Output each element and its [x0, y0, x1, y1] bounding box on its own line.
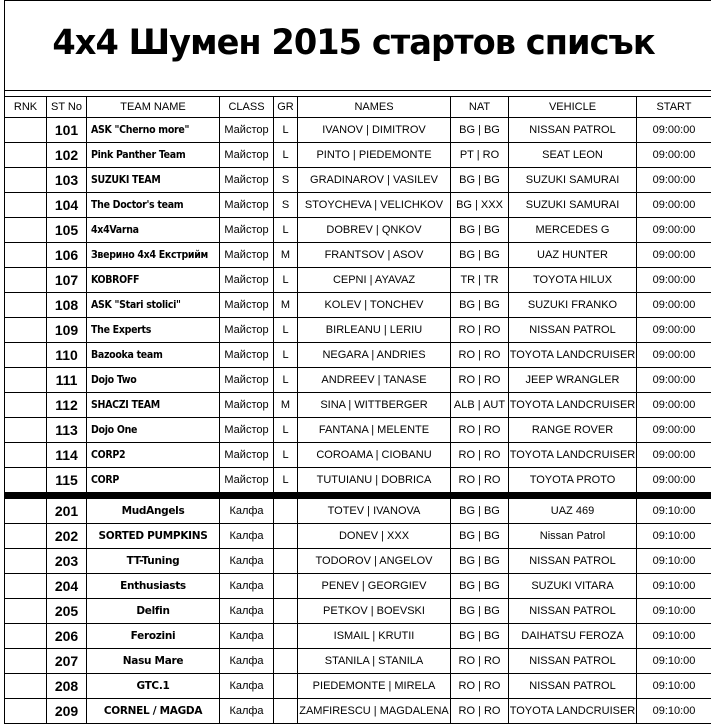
class-cell: Майстор [220, 293, 274, 318]
vehicle-cell: UAZ HUNTER [509, 243, 637, 268]
vehicle-cell: TOYOTA HILUX [509, 268, 637, 293]
start-time-cell: 09:10:00 [637, 549, 711, 574]
class-cell: Майстор [220, 343, 274, 368]
vehicle-cell: TOYOTA PROTO [509, 468, 637, 493]
team-name-cell: Pink Panther Team [87, 143, 220, 168]
rank-cell [5, 318, 47, 343]
class-cell: Майстор [220, 143, 274, 168]
class-cell: Калфа [220, 674, 274, 699]
table-row [5, 524, 711, 549]
vehicle-cell: DAIHATSU FEROZA [509, 624, 637, 649]
table-row [5, 393, 711, 418]
team-name-cell: CORP [87, 468, 220, 493]
team-name-cell: Dojo Two [87, 368, 220, 393]
rank-cell [5, 443, 47, 468]
nationality-cell: RO | RO [451, 368, 509, 393]
nationality-cell: RO | RO [451, 699, 509, 724]
table-row [5, 599, 711, 624]
rank-cell [5, 168, 47, 193]
names-cell: FANTANA | MELENTE [298, 418, 451, 443]
rank-cell [5, 624, 47, 649]
nationality-cell: RO | RO [451, 649, 509, 674]
start-time-cell: 09:00:00 [637, 218, 711, 243]
vehicle-cell: NISSAN PATROL [509, 318, 637, 343]
start-time-cell: 09:00:00 [637, 343, 711, 368]
names-cell: STOYCHEVA | VELICHKOV [298, 193, 451, 218]
table-row [5, 368, 711, 393]
nationality-cell: PT | RO [451, 143, 509, 168]
team-name-cell: Nasu Mare [87, 649, 220, 674]
start-number-cell: 103 [47, 168, 87, 193]
table-row [5, 699, 711, 724]
start-time-cell: 09:00:00 [637, 418, 711, 443]
header-vehicle: VEHICLE [509, 97, 637, 118]
group-cell: L [274, 268, 298, 293]
team-name-cell: SORTED PUMPKINS [87, 524, 220, 549]
vehicle-cell: TOYOTA LANDCRUISER [509, 393, 637, 418]
group-cell [274, 524, 298, 549]
table-row [5, 574, 711, 599]
team-name-cell: KOBROFF [87, 268, 220, 293]
start-number-cell: 202 [47, 524, 87, 549]
names-cell: FRANTSOV | ASOV [298, 243, 451, 268]
team-name-cell: SUZUKI TEAM [87, 168, 220, 193]
names-cell: PETKOV | BOEVSKI [298, 599, 451, 624]
class-cell: Майстор [220, 243, 274, 268]
title-band [5, 1, 711, 91]
nationality-cell: BG | BG [451, 243, 509, 268]
rank-cell [5, 243, 47, 268]
vehicle-cell: TOYOTA LANDCRUISER [509, 699, 637, 724]
group-cell: L [274, 218, 298, 243]
rank-cell [5, 699, 47, 724]
team-name-cell: ASK "Cherno more" [87, 118, 220, 143]
header-class: CLASS [220, 97, 274, 118]
rank-cell [5, 193, 47, 218]
nationality-cell: BG | BG [451, 599, 509, 624]
header-names: NAMES [298, 97, 451, 118]
class-cell: Майстор [220, 268, 274, 293]
start-time-cell: 09:10:00 [637, 499, 711, 524]
class-cell: Калфа [220, 549, 274, 574]
nationality-cell: RO | RO [451, 418, 509, 443]
team-name-cell: 4x4Varna [87, 218, 220, 243]
class-cell: Майстор [220, 468, 274, 493]
rank-cell [5, 343, 47, 368]
team-name-cell: MudAngels [87, 499, 220, 524]
start-time-cell: 09:10:00 [637, 674, 711, 699]
team-name-cell: CORP2 [87, 443, 220, 468]
vehicle-cell: Nissan Patrol [509, 524, 637, 549]
names-cell: SINA | WITTBERGER [298, 393, 451, 418]
start-time-cell: 09:00:00 [637, 243, 711, 268]
vehicle-cell: NISSAN PATROL [509, 674, 637, 699]
start-number-cell: 114 [47, 443, 87, 468]
rank-cell [5, 499, 47, 524]
nationality-cell: BG | BG [451, 574, 509, 599]
group-cell: L [274, 468, 298, 493]
group-cell: L [274, 368, 298, 393]
start-number-cell: 105 [47, 218, 87, 243]
vehicle-cell: MERCEDES G [509, 218, 637, 243]
start-time-cell: 09:00:00 [637, 193, 711, 218]
table-row [5, 143, 711, 168]
start-number-cell: 112 [47, 393, 87, 418]
start-time-cell: 09:00:00 [637, 268, 711, 293]
names-cell: BIRLEANU | LERIU [298, 318, 451, 343]
start-time-cell: 09:00:00 [637, 143, 711, 168]
class-cell: Калфа [220, 649, 274, 674]
team-name-cell: Зверино 4х4 Екстрийм [87, 243, 220, 268]
names-cell: NEGARA | ANDRIES [298, 343, 451, 368]
table-row [5, 118, 711, 143]
start-number-cell: 205 [47, 599, 87, 624]
team-name-cell: Enthusiasts [87, 574, 220, 599]
nationality-cell: BG | BG [451, 624, 509, 649]
group-cell [274, 599, 298, 624]
nationality-cell: RO | RO [451, 468, 509, 493]
header-team-name: TEAM NAME [87, 97, 220, 118]
start-number-cell: 107 [47, 268, 87, 293]
nationality-cell: BG | XXX [451, 193, 509, 218]
rank-cell [5, 574, 47, 599]
group-cell [274, 674, 298, 699]
start-time-cell: 09:00:00 [637, 168, 711, 193]
start-number-cell: 101 [47, 118, 87, 143]
rank-cell [5, 268, 47, 293]
names-cell: STANILA | STANILA [298, 649, 451, 674]
start-number-cell: 108 [47, 293, 87, 318]
class-cell: Майстор [220, 168, 274, 193]
table-row [5, 443, 711, 468]
table-row [5, 624, 711, 649]
names-cell: PENEV | GEORGIEV [298, 574, 451, 599]
class-cell: Майстор [220, 193, 274, 218]
vehicle-cell: SUZUKI SAMURAI [509, 168, 637, 193]
group-cell [274, 574, 298, 599]
group-cell: L [274, 443, 298, 468]
start-number-cell: 104 [47, 193, 87, 218]
class-cell: Калфа [220, 624, 274, 649]
group-cell [274, 549, 298, 574]
group-cell: L [274, 343, 298, 368]
class-cell: Калфа [220, 699, 274, 724]
team-name-cell: CORNEL / MAGDA [87, 699, 220, 724]
vehicle-cell: SUZUKI FRANKO [509, 293, 637, 318]
header-gr: GR [274, 97, 298, 118]
header-start: START [637, 97, 711, 118]
header-nat: NAT [451, 97, 509, 118]
group-cell: L [274, 143, 298, 168]
nationality-cell: BG | BG [451, 118, 509, 143]
start-time-cell: 09:00:00 [637, 443, 711, 468]
team-name-cell: Ferozini [87, 624, 220, 649]
table-row [5, 499, 711, 524]
group-cell [274, 699, 298, 724]
vehicle-cell: SUZUKI SAMURAI [509, 193, 637, 218]
names-cell: COROAMA | CIOBANU [298, 443, 451, 468]
start-number-cell: 113 [47, 418, 87, 443]
start-time-cell: 09:10:00 [637, 624, 711, 649]
nationality-cell: BG | BG [451, 293, 509, 318]
team-name-cell: Dojo One [87, 418, 220, 443]
vehicle-cell: NISSAN PATROL [509, 118, 637, 143]
rank-cell [5, 599, 47, 624]
nationality-cell: BG | BG [451, 524, 509, 549]
table-row [5, 243, 711, 268]
vehicle-cell: TOYOTA LANDCRUISER [509, 443, 637, 468]
class-cell: Майстор [220, 418, 274, 443]
team-name-cell: The Doctor's team [87, 193, 220, 218]
start-number-cell: 208 [47, 674, 87, 699]
table-row [5, 318, 711, 343]
nationality-cell: BG | BG [451, 168, 509, 193]
team-name-cell: Delfin [87, 599, 220, 624]
start-number-cell: 204 [47, 574, 87, 599]
vehicle-cell: UAZ 469 [509, 499, 637, 524]
start-number-cell: 106 [47, 243, 87, 268]
table-row [5, 649, 711, 674]
table-row [5, 468, 711, 493]
class-cell: Майстор [220, 393, 274, 418]
vehicle-cell: NISSAN PATROL [509, 599, 637, 624]
vehicle-cell: JEEP WRANGLER [509, 368, 637, 393]
vehicle-cell: TOYOTA LANDCRUISER [509, 343, 637, 368]
names-cell: CEPNI | AYAVAZ [298, 268, 451, 293]
names-cell: TOTEV | IVANOVA [298, 499, 451, 524]
group-cell: S [274, 168, 298, 193]
team-name-cell: TT-Tuning [87, 549, 220, 574]
class-cell: Майстор [220, 218, 274, 243]
team-name-cell: ASK "Stari stolici" [87, 293, 220, 318]
start-number-cell: 110 [47, 343, 87, 368]
header-row [5, 97, 711, 118]
vehicle-cell: SUZUKI VITARA [509, 574, 637, 599]
group-cell: M [274, 293, 298, 318]
names-cell: ZAMFIRESCU | MAGDALENA [298, 699, 451, 724]
vehicle-cell: NISSAN PATROL [509, 549, 637, 574]
names-cell: GRADINAROV | VASILEV [298, 168, 451, 193]
names-cell: KOLEV | TONCHEV [298, 293, 451, 318]
start-time-cell: 09:00:00 [637, 393, 711, 418]
header-rnk: RNK [5, 97, 47, 118]
table-row [5, 268, 711, 293]
group-cell: L [274, 418, 298, 443]
rank-cell [5, 393, 47, 418]
names-cell: PINTO | PIEDEMONTE [298, 143, 451, 168]
rank-cell [5, 549, 47, 574]
start-list-table [4, 96, 711, 724]
rank-cell [5, 418, 47, 443]
table-row [5, 193, 711, 218]
rank-cell [5, 649, 47, 674]
group-cell [274, 649, 298, 674]
names-cell: ISMAIL | KRUTII [298, 624, 451, 649]
rank-cell [5, 143, 47, 168]
team-name-cell: The Experts [87, 318, 220, 343]
table-row [5, 674, 711, 699]
class-cell: Калфа [220, 599, 274, 624]
names-cell: PIEDEMONTE | MIRELA [298, 674, 451, 699]
table-row [5, 418, 711, 443]
nationality-cell: BG | BG [451, 499, 509, 524]
nationality-cell: RO | RO [451, 443, 509, 468]
names-cell: TODOROV | ANGELOV [298, 549, 451, 574]
class-cell: Калфа [220, 524, 274, 549]
nationality-cell: RO | RO [451, 343, 509, 368]
table-row [5, 168, 711, 193]
start-number-cell: 115 [47, 468, 87, 493]
nationality-cell: BG | BG [451, 218, 509, 243]
table-row [5, 218, 711, 243]
class-cell: Майстор [220, 443, 274, 468]
table-row [5, 549, 711, 574]
rank-cell [5, 118, 47, 143]
start-number-cell: 201 [47, 499, 87, 524]
start-number-cell: 203 [47, 549, 87, 574]
group-cell: S [274, 193, 298, 218]
start-number-cell: 102 [47, 143, 87, 168]
header-st-no: ST No [47, 97, 87, 118]
class-cell: Майстор [220, 368, 274, 393]
start-number-cell: 111 [47, 368, 87, 393]
group-cell: L [274, 118, 298, 143]
start-time-cell: 09:10:00 [637, 599, 711, 624]
table-row [5, 293, 711, 318]
names-cell: DONEV | XXX [298, 524, 451, 549]
table-body [5, 118, 711, 724]
start-time-cell: 09:00:00 [637, 318, 711, 343]
page-title: 4x4 Шумен 2015 стартов списък [19, 23, 688, 63]
names-cell: ANDREEV | TANASE [298, 368, 451, 393]
class-cell: Майстор [220, 118, 274, 143]
table-row [5, 343, 711, 368]
nationality-cell: BG | BG [451, 549, 509, 574]
vehicle-cell: NISSAN PATROL [509, 649, 637, 674]
team-name-cell: SHACZI TEAM [87, 393, 220, 418]
rank-cell [5, 674, 47, 699]
start-time-cell: 09:00:00 [637, 468, 711, 493]
start-number-cell: 206 [47, 624, 87, 649]
names-cell: TUTUIANU | DOBRICA [298, 468, 451, 493]
start-time-cell: 09:00:00 [637, 368, 711, 393]
start-time-cell: 09:10:00 [637, 699, 711, 724]
group-cell: L [274, 318, 298, 343]
group-cell: M [274, 243, 298, 268]
nationality-cell: RO | RO [451, 674, 509, 699]
class-cell: Майстор [220, 318, 274, 343]
start-time-cell: 09:10:00 [637, 574, 711, 599]
vehicle-cell: SEAT LEON [509, 143, 637, 168]
group-cell: M [274, 393, 298, 418]
class-cell: Калфа [220, 499, 274, 524]
start-number-cell: 109 [47, 318, 87, 343]
names-cell: IVANOV | DIMITROV [298, 118, 451, 143]
rank-cell [5, 468, 47, 493]
rank-cell [5, 524, 47, 549]
nationality-cell: TR | TR [451, 268, 509, 293]
names-cell: DOBREV | QNKOV [298, 218, 451, 243]
team-name-cell: Bazooka team [87, 343, 220, 368]
start-time-cell: 09:00:00 [637, 293, 711, 318]
rank-cell [5, 368, 47, 393]
rank-cell [5, 293, 47, 318]
start-time-cell: 09:00:00 [637, 118, 711, 143]
nationality-cell: RO | RO [451, 318, 509, 343]
nationality-cell: ALB | AUT [451, 393, 509, 418]
group-cell [274, 624, 298, 649]
start-number-cell: 207 [47, 649, 87, 674]
vehicle-cell: RANGE ROVER [509, 418, 637, 443]
start-time-cell: 09:10:00 [637, 649, 711, 674]
start-time-cell: 09:10:00 [637, 524, 711, 549]
class-cell: Калфа [220, 574, 274, 599]
start-number-cell: 209 [47, 699, 87, 724]
group-cell [274, 499, 298, 524]
rank-cell [5, 218, 47, 243]
team-name-cell: GTC.1 [87, 674, 220, 699]
